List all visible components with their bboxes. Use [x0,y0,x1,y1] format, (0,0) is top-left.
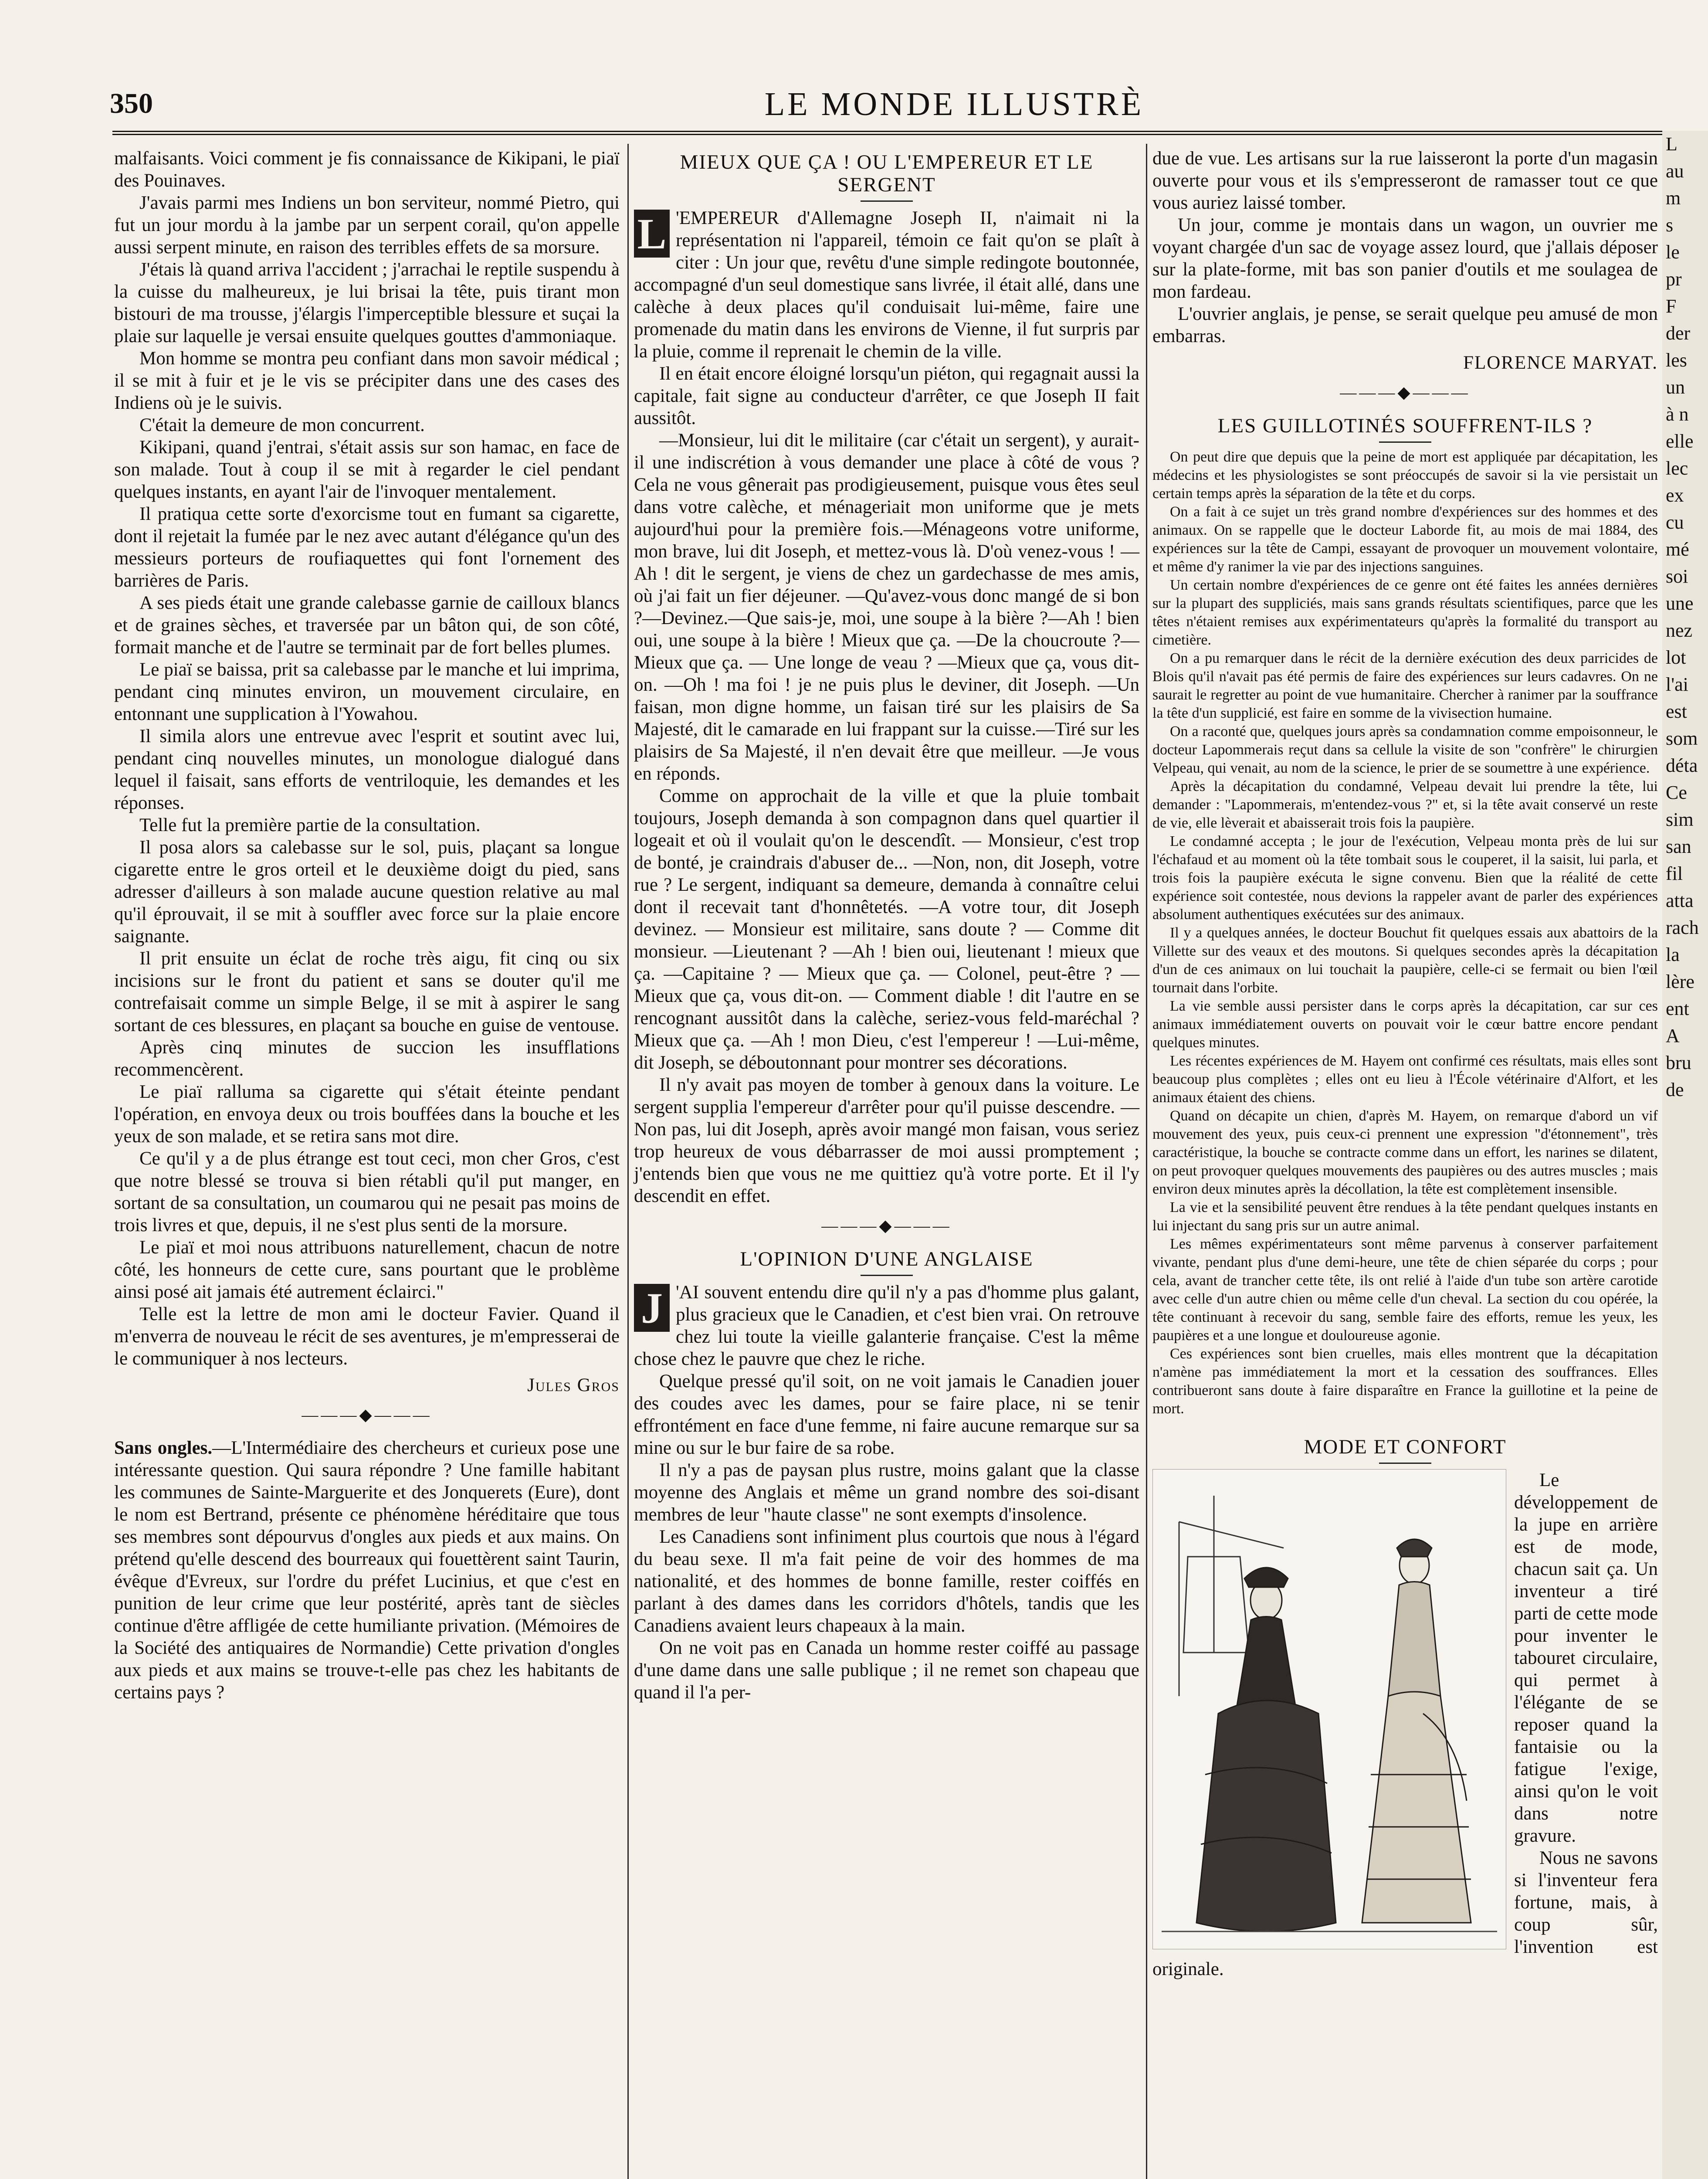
masthead: LE MONDE ILLUSTRÈ [764,86,1144,122]
paragraph: Un jour, comme je montais dans un wagon, un ouvrier me voyant chargée d'un sac de voyage assez lourd, que j'allais déposer sur la plate-forme, mit bas son panier d'outils et me soulagea de mon fardeau. [1152,215,1658,302]
article-title: LES GUILLOTINÉS SOUFFRENT-ILS ? [1217,414,1593,437]
edge-fragment: fil [1666,863,1683,884]
edge-fragment: L [1666,133,1678,155]
title-dash [861,200,913,202]
paragraph: On a pu remarquer dans le récit de la dernière exécution des deux parricides de Blois qu'il n'avait pas été permis de faire des expériences sur leurs cadavres. On ne saurait le regretter au point de vue humanitaire. Chercher à ranimer par la souffrance la tête d'un supplicié, est faire en somme de la vivisection humaine. [1152,650,1658,721]
ornament-separator: ———◆——— [302,1406,432,1424]
article-title: MODE ET CONFORT [1304,1436,1507,1458]
paragraph: Le piaï se baissa, prit sa calebasse par le manche et lui imprima, pendant cinq minutes environ, un mouvement circulaire, en entonnant une supplication à l'Yowahou. [114,659,620,724]
article-title: Sans ongles. [114,1438,213,1458]
paragraph: Il posa alors sa calebasse sur le sol, puis, plaçant sa longue cigarette entre le gros orteil et le deuxième doigt du pied, sans adresser d'ailleurs à son malade aucune question relative au mal qu'il éprouvait, il se mit à souffler avec force sur la plaie encore saignante. [114,837,620,947]
edge-fragment: rach [1666,917,1699,938]
paragraph: Les récentes expériences de M. Hayem ont confirmé ces résultats, mais elles sont beaucoup plus complètes ; elles ont eu lieu à l'École vétérinaire d'Alfort, et les animaux étaient des chiens. [1152,1053,1658,1106]
edge-fragment: san [1666,836,1691,857]
paragraph: La vie semble aussi persister dans le corps après la décapitation, car sur ces animaux immédiatement ouverts on pouvait voir le cœur battre encore pendant quelques minutes. [1152,998,1658,1051]
paragraph: —Monsieur, lui dit le militaire (car c'était un sergent), y aurait-il une indiscrétion à vous demander une place à côté de vous ? Cela ne vous gênerait pas prodigieusement, puisque vous êtes seul dans votre calèche, et ménageriait mon uniforme que je mets aujourd'hui pour la première fois.—Ménageons votre uniforme, mon brave, lui dit Joseph, et mettez-vous là. D'où venez-vous ! —Ah ! dit le sergent, je viens de chez un gardechasse de mes amis, où j'ai fait un fier déjeuner. —Qu'avez-vous donc mangé de si bon ?—Devinez.—Que sais-je, moi, une soupe à la bière ?—Ah ! bien oui, une soupe à la bière ! Mieux que ça. —De la choucroute ?— Mieux que ça. — Une longe de veau ? —Mieux que ça, vous dit-on. —Oh ! ma foi ! je ne puis plus le deviner, dit Joseph. —Un faisan, mon digne homme, un faisan tiré sur les plaisirs de Sa Majesté, dit le camarade en lui frappant sur la cuisse.—Tiré sur les plaisirs de Sa Majesté, il n'en devait être que meilleur. —Je vous en réponds. [634,430,1139,784]
paragraph: due de vue. Les artisans sur la rue laisseront la porte d'un magasin ouverte pour vous et ils s'empresseront de ramasser tout ce que vous auriez laissé tomber. [1152,148,1658,213]
column-3 [1152,147,1658,1980]
edge-fragment: soi [1666,566,1688,587]
paragraph: Il y a quelques années, le docteur Bouchut fit quelques essais aux abattoirs de la Villette sur des veaux et des moutons. Si quelques secondes après la décapitation d'un de ces animaux on lui touchait la paupière, celle-ci se fermait ou bien l'œil tournait dans l'orbite. [1152,925,1658,996]
edge-fragment: le [1666,241,1680,263]
signature: Jules Gros [527,1375,620,1395]
paragraph: Il pratiqua cette sorte d'exorcisme tout en fumant sa cigarette, dont il rejetait la fumée par le nez avec autant d'élégance qu'un des messieurs porteurs de roufiaquettes qui font l'ornement des barrières de Paris. [114,504,620,591]
paragraph: Telle fut la première partie de la consultation. [139,815,481,835]
column-rule [627,144,629,2179]
paragraph: Les Canadiens sont infiniment plus courtois que nous à l'égard du beau sexe. Il m'a fait peine de voir des hommes de ma nationalité, et des hommes de bonne famille, rester coiffés en parlant à des dames dans les corridors d'hôtels, tandis que les Canadiens avaient leurs chapeaux à la main. [634,1527,1139,1636]
paragraph: Kikipani, quand j'entrai, s'était assis sur son hamac, en face de son malade. Tout à coup il se mit à regarder le ciel pendant quelques instants, en ayant l'air de l'invoquer mentalement. [114,437,620,502]
article-title: L'OPINION D'UNE ANGLAISE [740,1248,1034,1270]
paragraph: On a raconté que, quelques jours après sa condamnation comme empoisonneur, le docteur Lapommerais reçut dans sa cellule la visite de son "confrère" le chirurgien Velpeau, qui venait, au nom de la science, le prier de se soumettre à une expérience. [1152,723,1658,776]
edge-fragment: nez [1666,620,1693,641]
article-text: —L'Intermédiaire des chercheurs et curieux pose une intéressante question. Qui saura répondre ? Une famille habitant les communes de Sainte-Marguerite et des Jonquerets (Eure), dont le nom est Bertrand, présente ce phénomène héréditaire que tous ses membres sont dépourvus d'ongles aux pieds et aux mains. On prétend qu'elle descend des bourreaux qui fouettèrent saint Taurin, évêque d'Evreux, sur l'ordre du préfet Lucinius, et que c'est en punition de leur crime que leur postérité, après tant de siècles continue d'être affligée de cette humiliante privation. (Mémoires de la Société des antiquaires de Normandie) Cette privation d'ongles aux pieds et aux mains se trouve-t-elle pas chez les habitants de certains pays ? [114,1438,620,1703]
paragraph: Un certain nombre d'expériences de ce genre ont été faites les années dernières sur la plupart des suppliciés, mais sans grands résultats scientifiques, parce que les têtes n'étaient remises aux expérimentateurs qu'après la formalité du transport au cimetière. [1152,577,1658,648]
paragraph: Il en était encore éloigné lorsqu'un piéton, qui regagnait aussi la capitale, fait signe au conducteur d'arrêter, ce que Joseph II fait aussitôt. [634,363,1139,428]
paragraph: Le piaï et moi nous attribuons naturellement, chacun de notre côté, les honneurs de cette cure, sans pourtant que le problème ainsi posé ait jamais été autrement éclairci." [114,1237,620,1302]
edge-fragment: la [1666,944,1680,965]
title-dash [1379,441,1431,443]
paragraph: Le piaï ralluma sa cigarette qui s'était éteinte pendant l'opération, en envoya deux ou trois bouffées dans la bouche et les yeux de son malade, et se retira sans mot dire. [114,1082,620,1147]
edge-fragment: Ce [1666,782,1687,803]
edge-fragment: au [1666,160,1684,182]
edge-fragment: elle [1666,431,1694,452]
engraving-illustration [1153,1470,1506,1949]
paragraph: C'était la demeure de mon concurrent. [139,415,425,435]
paragraph: L'ouvrier anglais, je pense, se serait quelque peu amusé de mon embarras. [1152,304,1658,346]
edge-fragment: som [1666,728,1698,749]
edge-fragment: ent [1666,998,1689,1019]
paragraph: Comme on approchait de la ville et que la pluie tombait toujours, Joseph demanda à son compagnon dans quel quartier il logeait et où il voulait qu'on le descendît. — Monsieur, c'est trop de bonté, je craindrais d'abuser de... —Non, non, dit Joseph, votre rue ? Le sergent, indiquant sa demeure, demanda à connaître celui dont il recevait tant d'honnêtetés. —A votre tour, dit Joseph devinez. — Monsieur est militaire, sans doute ? — Comme dit monsieur. —Lieutenant ? —Ah ! bien oui, lieutenant ! mieux que ça. —Capitaine ? — Mieux que ça. — Colonel, peut-être ? — Mieux que ça, vous dit-on. — Comment diable ! dit l'autre en se rencognant aussitôt dans la calèche, seriez-vous feld-maréchal ? Mieux que ça. —Ah ! mon Dieu, c'est l'empereur ! —Lui-même, dit Joseph, se déboutonnant pour montrer ses décorations. [634,786,1139,1073]
page-number: 350 [110,88,153,119]
ornament-separator: ———◆——— [1340,384,1471,402]
drop-cap: J [634,1284,670,1332]
column-rule [1146,144,1147,2179]
paragraph: On a fait à ce sujet un très grand nombre d'expériences sur des hommes et des animaux. On se rappelle que le docteur Laborde fit, au mois de mai 1884, des expériences sur la tête de Campi, essayant de provoquer un mouvement volontaire, et même d'y ranimer la vie par des injections sanguines. [1152,504,1658,575]
edge-fragment: atta [1666,890,1694,911]
title-dash [861,1275,913,1276]
edge-fragment: m [1666,187,1681,209]
edge-fragment: sim [1666,809,1694,830]
column-1 [114,147,620,1704]
signature: FLORENCE MARYAT. [1463,353,1658,373]
paragraph: Le condamné accepta ; le jour de l'exécution, Velpeau monta près de lui sur l'échafaud et au moment où la tête tombait sous le couperet, il la saisit, lui parla, et trois fois la paupière exécuta le signe convenu. Bien que la réalité de cette expérience soit contestée, nous devions la rappeler avant de parler des expériences absolument authentiques exécutées sur des animaux. [1152,833,1658,923]
edge-fragment: une [1666,593,1694,614]
paragraph: Les mêmes expérimentateurs sont même parvenus à conserver parfaitement vivante, pendant plus d'une demi-heure, une tête de chien séparée du corps ; pour cela, avant de trancher cette tête, ils ont relié à l'aide d'un tube son artère carotide avec celle d'un autre chien ou même celle d'un cheval. La section du cou opérée, la tête continuant à recevoir du sang, semble faire des efforts, remue les yeux, les paupières et a une longue et douloureuse agonie. [1152,1236,1658,1344]
paragraph: malfaisants. Voici comment je fis connaissance de Kikipani, le piaï des Pouinaves. [114,148,620,191]
paragraph: J'étais là quand arriva l'accident ; j'arrachai le reptile suspendu à la cuisse du malheureux, je lui brisai la tête, puis tirant mon bistouri de ma trousse, j'élargis l'imperceptible blessure et suçai la plaie sur laquelle je versai ensuite quelques gouttes d'ammoniaque. [114,259,620,346]
edge-fragment: cu [1666,512,1684,533]
paragraph: J'avais parmi mes Indiens un bon serviteur, nommé Pietro, qui fut un jour mordu à la jambe par un serpent corail, qu'on appelle aussi serpent minute, en raison des terribles effets de sa morsure. [114,193,620,258]
drop-cap: L [634,210,670,258]
edge-fragment: pr [1666,268,1682,290]
edge-fragment: A [1666,1025,1680,1046]
paragraph: Il n'y avait pas moyen de tomber à genoux dans la voiture. Le sergent supplia l'empereur d'arrêter pour qu'il puisse descendre. —Non pas, lui dit Joseph, après avoir mangé mon faisan, vous seriez trop heureux de vous débarrasser de moi aussi promptement ; j'entends bien que vous ne me quittiez qu'à votre porte. Et il l'y descendit en effet. [634,1075,1139,1206]
column-2 [634,147,1139,1704]
edge-fragment: de [1666,1079,1684,1100]
paragraph: Il n'y a pas de paysan plus rustre, moins galant que la classe moyenne des Anglais et même un grand nombre des soi-disant membres de leur "haute classe" ne sont exempts d'insolence. [634,1460,1139,1525]
edge-fragment: lot [1666,647,1686,668]
edge-fragment: mé [1666,539,1689,560]
paragraph: Quelque pressé qu'il soit, on ne voit jamais le Canadien jouer des coudes avec les dames, pour se faire place, ni se tenir effrontément en face d'une femme, ni faire aucune remarque sur sa mine ou sur le bur faire de sa robe. [634,1371,1139,1458]
edge-fragment: déta [1666,755,1698,776]
paragraph: Après la décapitation du condamné, Velpeau devait lui prendre la tête, lui demander : "Lapommerais, m'entendez-vous ?" et, si la tête avait conservé un reste de vie, elle lèverait et abaisserait trois fois la paupière. [1152,778,1658,831]
facing-page-edge [1662,131,1708,2179]
title-dash [1379,1463,1431,1464]
paragraph: A ses pieds était une grande calebasse garnie de cailloux blancs et de graines sèches, et traversée par un bâton qui, de son côté, formait manche et de l'autre se terminait par de fort belles plumes. [114,593,620,658]
paragraph: Mon homme se montra peu confiant dans mon savoir médical ; il se mit à fuir et je le vis se précipiter dans une des cases des Indiens où je le suivis. [114,348,620,413]
paragraph: Après cinq minutes de succion les insufflations recommencèrent. [114,1037,620,1080]
article-body [1152,448,1658,1418]
paragraph: Ce qu'il y a de plus étrange est tout ceci, mon cher Gros, c'est que notre blessé se trouva si bien rétabli qu'il put manger, en sortant de sa consultation, un coumarou qui ne pesait pas moins de trois livres et que, depuis, il ne s'est plus senti de la morsure. [114,1148,620,1235]
fashion-engraving [1152,1469,1506,1949]
edge-fragment: lère [1666,971,1694,992]
paragraph: Telle est la lettre de mon ami le docteur Favier. Quand il m'enverra de nouveau le récit de ses aventures, je m'empresserai de le communiquer à nos lecteurs. [114,1304,620,1369]
edge-fragment: F [1666,295,1677,317]
edge-fragment: der [1666,322,1691,344]
ornament-separator: ———◆——— [821,1217,952,1235]
edge-fragment: ex [1666,485,1684,506]
edge-fragment: les [1666,350,1687,371]
edge-fragment: lec [1666,458,1688,479]
paragraph: Il prit ensuite un éclat de roche très aigu, fit cinq ou six incisions sur le front du patient et sans se douter qu'il me contrefaisait comme un simple Belge, il se mit à aspirer le sang sortant de ces blessures, en plaçant sa bouche en guise de ventouse. [114,948,620,1035]
paragraph: Le développement de la jupe en arrière est de mode, chacun sait ça. Un inventeur a tiré parti de cette mode pour inventer le tabouret circulaire, qui permet à l'élégante de se reposer quand la fantaisie ou la fatigue l'exige, ainsi qu'on le voit dans notre gravure. [1514,1470,1658,1846]
edge-fragment: un [1666,377,1685,398]
paragraph: On ne voit pas en Canada un homme rester coiffé au passage d'une dame dans une salle publique ; il ne remet son chapeau que quand il l'a per- [634,1638,1139,1703]
article-title: MIEUX QUE ÇA ! OU L'EMPEREUR ET LE SERGENT [680,151,1094,196]
edge-fragment: l'ai [1666,674,1688,695]
paragraph: 'AI souvent entendu dire qu'il n'y a pas d'homme plus galant, plus gracieux que le Canadien, et c'est bien vrai. On retrouve chez lui toute la vieille galanterie française. C'est la même chose chez le pauvre que chez le riche. [634,1282,1139,1369]
edge-fragment: s [1666,214,1674,236]
edge-fragment: bru [1666,1052,1691,1073]
paragraph: Nous ne savons si l'inventeur fera fortune, mais, à coup sûr, l'invention est originale. [1152,1848,1658,1979]
paragraph: 'EMPEREUR d'Allemagne Joseph II, n'aimait ni la représentation ni l'appareil, témoin ce fait qu'on se plaît à citer : Un jour que, revêtu d'une simple redingote boutonnée, accompagné d'un seul domestique sans livrée, il était allé, dans une calèche à deux places qu'il conduisait lui-même, faire une promenade du matin dans les environs de Vienne, il fut surpris par la pluie, comme il reprenait le chemin de la ville. [634,208,1139,362]
paragraph: Il simila alors une entrevue avec l'esprit et soutint avec lui, pendant cinq nouvelles minutes, un monologue dialogué dans lequel il faisait, sans efforts de ventriloquie, les demandes et les réponses. [114,726,620,813]
paragraph: Quand on décapite un chien, d'après M. Hayem, on remarque d'abord un vif mouvement des yeux, puis ceux-ci prennent une expression "d'étonnement", très caractéristique, la bouche se contracte comme dans un effort, les narines se dilatent, on peut provoquer quelques mouvements des paupières ou des autres muscles ; mais environ deux minutes après la décollation, la tête est complètement insensible. [1152,1108,1658,1197]
paragraph: La vie et la sensibilité peuvent être rendues à la tête pendant quelques instants en lui injectant du sang pris sur un autre animal. [1152,1199,1658,1234]
paragraph: Ces expériences sont bien cruelles, mais elles montrent que la décapitation n'amène pas immédiatement la mort et la cessation des souffrances. Elles contribueront sans doute à faire disparaître en France la guillotine et la peine de mort. [1152,1346,1658,1417]
edge-fragment: est [1666,701,1687,722]
paragraph: On peut dire que depuis que la peine de mort est appliquée par décapitation, les médecins et les physiologistes se sont préoccupés de savoir si la vie persistait un certain temps après la séparation de la tête et du corps. [1152,449,1658,502]
edge-fragment: à n [1666,404,1689,425]
header-rule [112,131,1672,135]
